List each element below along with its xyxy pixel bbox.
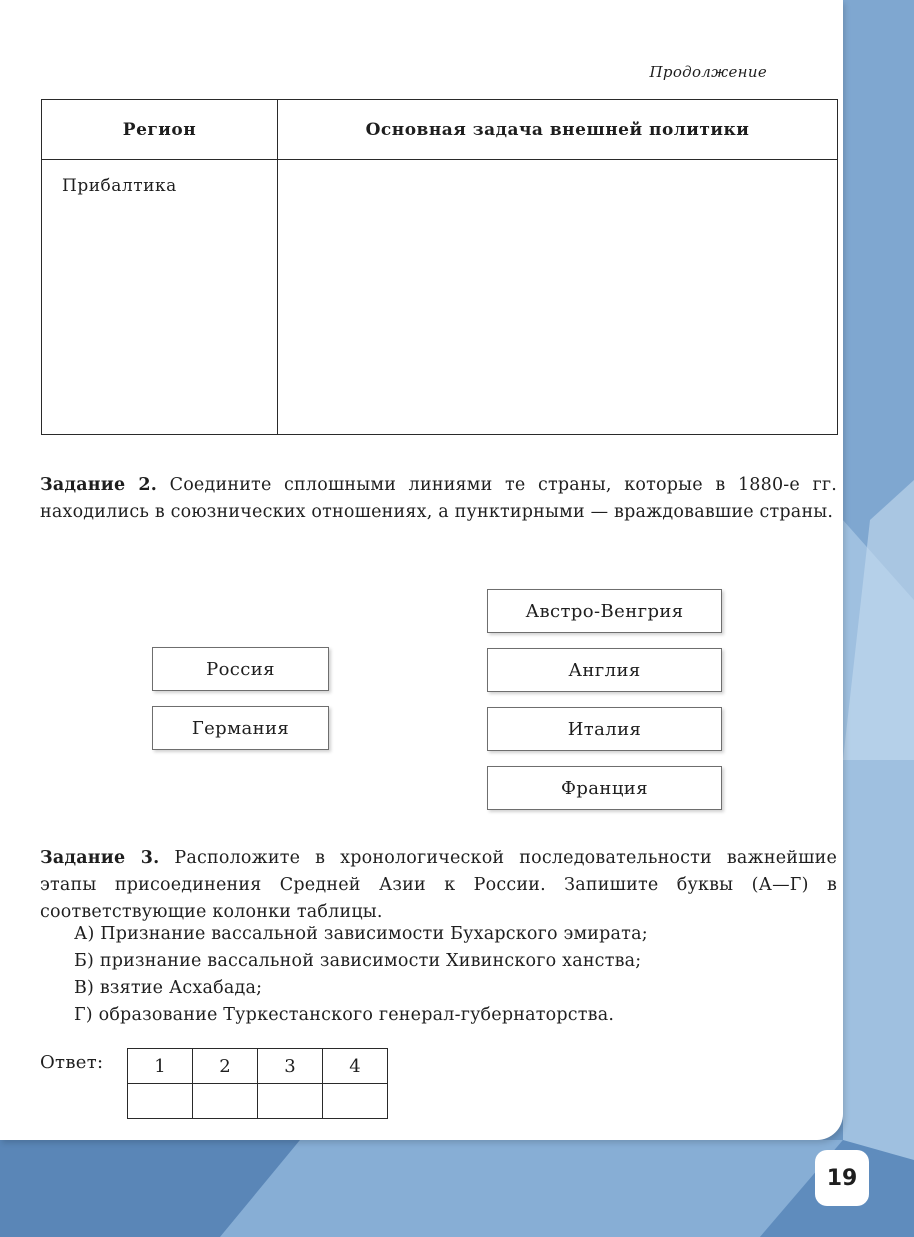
- answer-label: Ответ:: [40, 1052, 104, 1073]
- task3-label: Задание 3.: [40, 848, 160, 868]
- task2-instructions: Соедините сплошными линиями те страны, которые в 1880-е гг. находились в союзнических отношениях, а пунктирными — враждовавшие страны.: [40, 475, 838, 522]
- task3-items-list: [74, 921, 834, 1029]
- answer-col-2: 2: [193, 1049, 258, 1084]
- task3-item-v: В) взятие Асхабада;: [74, 978, 263, 998]
- task2-text: [40, 472, 837, 526]
- header-region: Регион: [42, 100, 278, 160]
- task3-instructions: Расположите в хронологической последовательности важнейшие этапы присоединения Средней Азии к России. Запишите буквы (А—Г) в соответствующие колонки таблицы.: [40, 848, 838, 922]
- answer-cell-1[interactable]: [128, 1084, 193, 1119]
- task3-text: [40, 845, 837, 926]
- country-box-germany[interactable]: Германия: [152, 706, 329, 750]
- country-box-italy[interactable]: Италия: [487, 707, 722, 751]
- country-box-russia[interactable]: Россия: [152, 647, 329, 691]
- country-box-austria-hungary[interactable]: Австро-Венгрия: [487, 589, 722, 633]
- task3-item-a: А) Признание вассальной зависимости Бухарского эмирата;: [74, 924, 648, 944]
- policy-answer-cell[interactable]: [278, 160, 838, 435]
- region-policy-table: [41, 99, 838, 435]
- region-cell: Прибалтика: [42, 160, 278, 435]
- answer-cell-3[interactable]: [258, 1084, 323, 1119]
- country-box-france[interactable]: Франция: [487, 766, 722, 810]
- task2-label: Задание 2.: [40, 475, 158, 495]
- answer-col-1: 1: [128, 1049, 193, 1084]
- country-box-england[interactable]: Англия: [487, 648, 722, 692]
- answer-cell-4[interactable]: [323, 1084, 388, 1119]
- task3-item-b: Б) признание вассальной зависимости Хивинского ханства;: [74, 951, 642, 971]
- header-main-task: Основная задача внешней политики: [278, 100, 838, 160]
- answer-cell-2[interactable]: [193, 1084, 258, 1119]
- page-number: 19: [815, 1150, 869, 1206]
- continued-caption: Продолжение: [649, 63, 767, 81]
- answer-col-4: 4: [323, 1049, 388, 1084]
- task3-item-g: Г) образование Туркестанского генерал-губернаторства.: [74, 1005, 615, 1025]
- answer-table: [127, 1048, 388, 1119]
- answer-col-3: 3: [258, 1049, 323, 1084]
